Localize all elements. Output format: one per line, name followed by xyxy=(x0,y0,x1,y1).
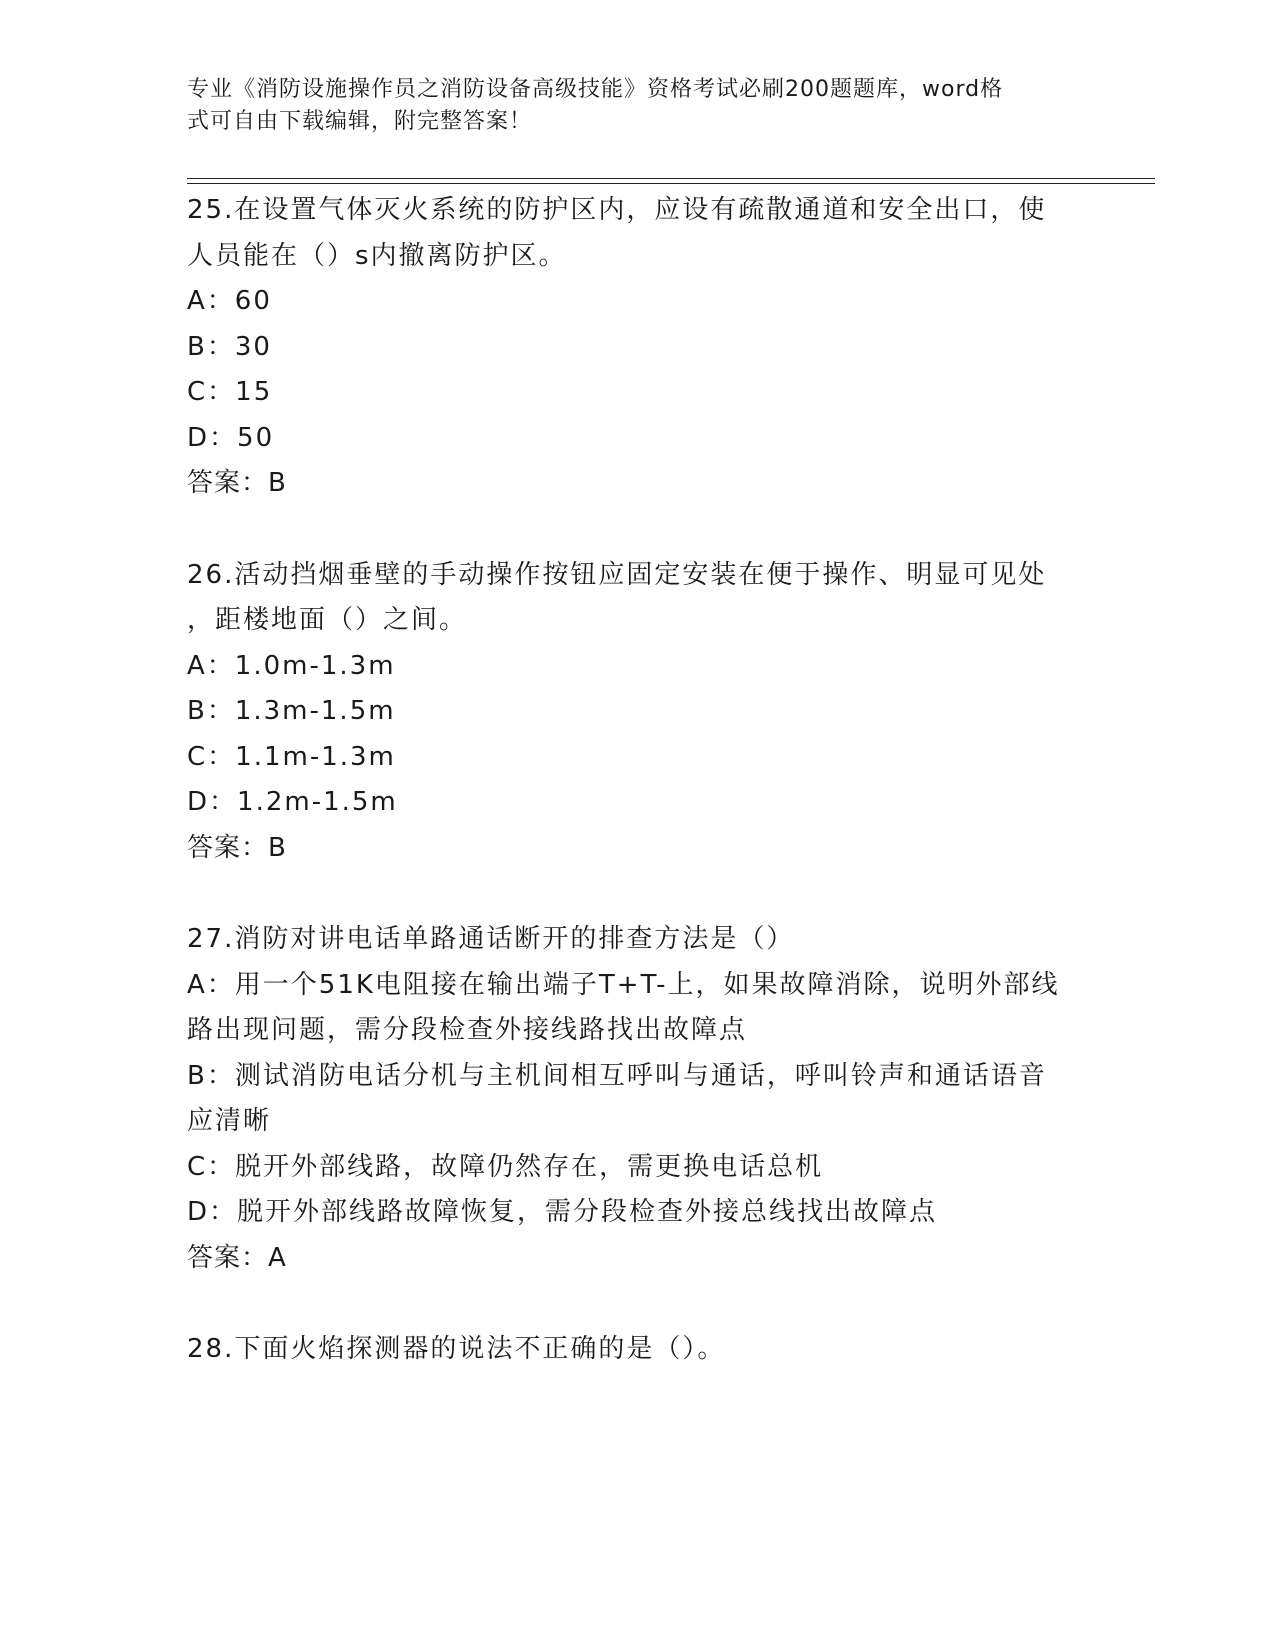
header-divider xyxy=(187,178,1155,179)
option-d: D：50 xyxy=(187,422,275,453)
option-c: C：1.1m-1.3m xyxy=(187,741,396,772)
question-25 xyxy=(187,188,1087,507)
option-b: B：测试消防电话分机与主机间相互呼叫与通话，呼叫铃声和通话语音 应清晰 xyxy=(187,1060,1047,1136)
option-c: C：15 xyxy=(187,377,273,407)
header-line: 专业《消防设施操作员之消防设备高级技能》资格考试必刷200题题库，word格 xyxy=(187,77,1004,102)
question-stem: 27.消防对讲电话单路通话断开的排查方法是（） xyxy=(187,924,795,954)
document-header xyxy=(187,74,1087,138)
question-26 xyxy=(187,553,1087,872)
question-27 xyxy=(187,917,1087,1281)
option-b: B：1.3m-1.5m xyxy=(187,696,396,726)
option-c: C：脱开外部线路，故障仍然存在，需更换电话总机 xyxy=(187,1151,824,1182)
question-stem: 25.在设置气体灭火系统的防护区内，应设有疏散通道和安全出口，使 人员能在（）s内撤离防护区。 xyxy=(187,195,1047,271)
option-a: A：用一个51K电阻接在输出端子T+T-上，如果故障消除，说明外部线 路出现问题，需分段检查外接线路找出故障点 xyxy=(187,969,1060,1045)
option-b: B：30 xyxy=(187,331,272,362)
question-28 xyxy=(187,1327,1087,1373)
answer: 答案：B xyxy=(187,832,287,863)
header-line: 式可自由下载编辑，附完整答案！ xyxy=(187,109,533,134)
header-divider xyxy=(187,183,1155,184)
question-stem: 28.下面火焰探测器的说法不正确的是（）。 xyxy=(187,1334,726,1364)
question-list xyxy=(187,188,1087,1419)
answer: 答案：B xyxy=(187,468,287,498)
option-d: D：脱开外部线路故障恢复，需分段检查外接总线找出故障点 xyxy=(187,1197,938,1227)
question-stem: 26.活动挡烟垂壁的手动操作按钮应固定安装在便于操作、明显可见处 ，距楼地面（）之间。 xyxy=(187,559,1047,635)
option-a: A：1.0m-1.3m xyxy=(187,650,396,681)
option-d: D：1.2m-1.5m xyxy=(187,787,398,817)
answer: 答案：A xyxy=(187,1242,287,1273)
option-a: A：60 xyxy=(187,286,272,316)
